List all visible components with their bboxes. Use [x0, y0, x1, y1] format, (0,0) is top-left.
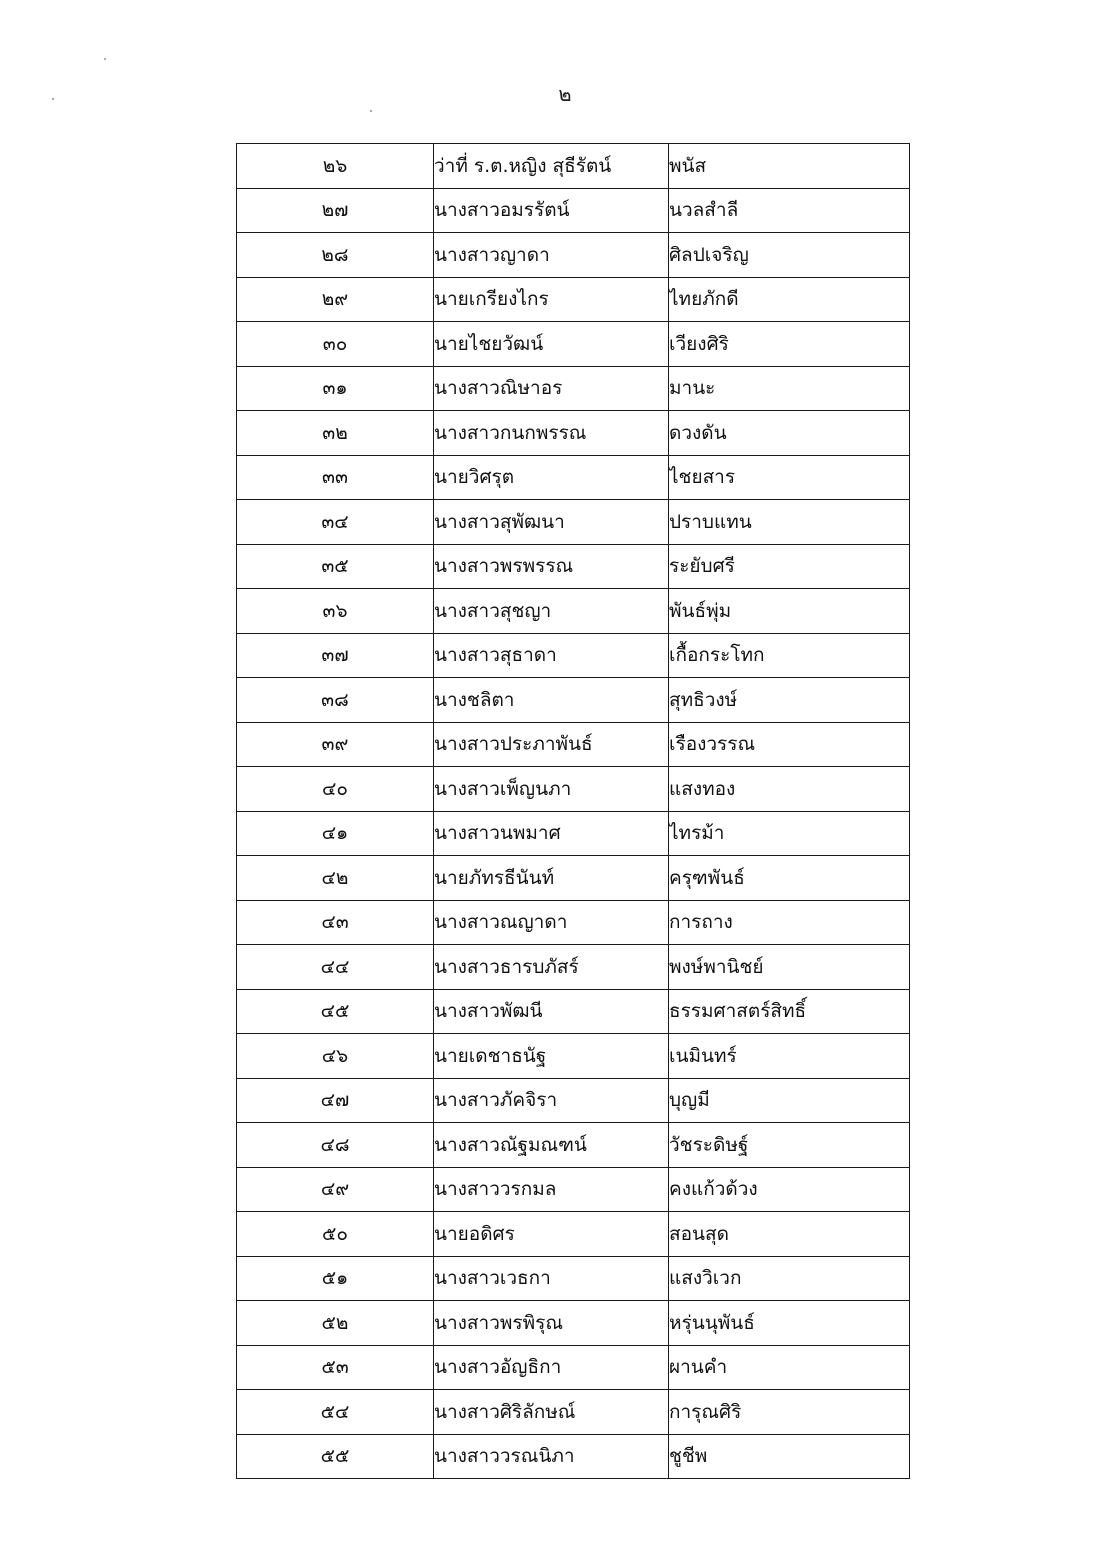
row-number-cell: ๕๕	[237, 1434, 434, 1479]
table-row	[237, 144, 910, 189]
first-name-cell: นายอดิศร	[434, 1212, 669, 1257]
first-name-cell: นางสาวประภาพันธ์	[434, 722, 669, 767]
last-name-cell: สุทธิวงษ์	[669, 678, 910, 723]
row-number-cell: ๓๒	[237, 411, 434, 456]
last-name-cell: สอนสุด	[669, 1212, 910, 1257]
table-row	[237, 811, 910, 856]
first-name-cell: นางสาวณญาดา	[434, 900, 669, 945]
table-row	[237, 1345, 910, 1390]
row-number-cell: ๓๘	[237, 678, 434, 723]
row-number-cell: ๒๗	[237, 188, 434, 233]
last-name-cell: คงแก้วด้วง	[669, 1167, 910, 1212]
table-row	[237, 589, 910, 634]
row-number-cell: ๔๑	[237, 811, 434, 856]
first-name-cell: นางสาววรณนิภา	[434, 1434, 669, 1479]
table-row	[237, 1390, 910, 1435]
last-name-cell: ปราบแทน	[669, 500, 910, 545]
first-name-cell: นางสาวพรพรรณ	[434, 544, 669, 589]
table-row	[237, 856, 910, 901]
table-row	[237, 1301, 910, 1346]
row-number-cell: ๓๐	[237, 322, 434, 367]
first-name-cell: นางสาวนพมาศ	[434, 811, 669, 856]
last-name-cell: ดวงดัน	[669, 411, 910, 456]
last-name-cell: ระยับศรี	[669, 544, 910, 589]
scan-speck	[104, 58, 106, 60]
first-name-cell: นางสาวภัคจิรา	[434, 1078, 669, 1123]
first-name-cell: นางสาวสุพัฒนา	[434, 500, 669, 545]
table-row	[237, 678, 910, 723]
last-name-cell: แสงวิเวก	[669, 1256, 910, 1301]
table-row	[237, 1123, 910, 1168]
page-number: ๒	[558, 82, 572, 106]
last-name-cell: พนัส	[669, 144, 910, 189]
row-number-cell: ๔๖	[237, 1034, 434, 1079]
row-number-cell: ๔๘	[237, 1123, 434, 1168]
table-row	[237, 900, 910, 945]
row-number-cell: ๔๓	[237, 900, 434, 945]
row-number-cell: ๕๔	[237, 1390, 434, 1435]
first-name-cell: นางสาวศิริลักษณ์	[434, 1390, 669, 1435]
scan-speck	[370, 110, 372, 112]
table-row	[237, 1434, 910, 1479]
row-number-cell: ๕๑	[237, 1256, 434, 1301]
last-name-cell: พงษ์พานิชย์	[669, 945, 910, 990]
last-name-cell: การถาง	[669, 900, 910, 945]
last-name-cell: ไชยสาร	[669, 455, 910, 500]
first-name-cell: นางสาวณิษาอร	[434, 366, 669, 411]
last-name-cell: มานะ	[669, 366, 910, 411]
row-number-cell: ๒๙	[237, 277, 434, 322]
last-name-cell: พันธ์พุ่ม	[669, 589, 910, 634]
last-name-cell: ศิลปเจริญ	[669, 233, 910, 278]
last-name-cell: เรืองวรรณ	[669, 722, 910, 767]
row-number-cell: ๕๐	[237, 1212, 434, 1257]
last-name-cell: ผานคำ	[669, 1345, 910, 1390]
table-row	[237, 1212, 910, 1257]
first-name-cell: นางสาวสุชญา	[434, 589, 669, 634]
table-row	[237, 1256, 910, 1301]
table-row	[237, 1034, 910, 1079]
table-row	[237, 188, 910, 233]
table-row	[237, 500, 910, 545]
row-number-cell: ๕๓	[237, 1345, 434, 1390]
first-name-cell: นายเกรียงไกร	[434, 277, 669, 322]
last-name-cell: ชูชีพ	[669, 1434, 910, 1479]
first-name-cell: นางสาวอมรรัตน์	[434, 188, 669, 233]
first-name-cell: นางสาวธารบภัสร์	[434, 945, 669, 990]
first-name-cell: นางสาวณัฐมณฑน์	[434, 1123, 669, 1168]
last-name-cell: ไทรม้า	[669, 811, 910, 856]
table-row	[237, 1078, 910, 1123]
row-number-cell: ๔๐	[237, 767, 434, 812]
last-name-cell: นวลสำลี	[669, 188, 910, 233]
row-number-cell: ๔๕	[237, 989, 434, 1034]
first-name-cell: นางสาวพัฒนี	[434, 989, 669, 1034]
first-name-cell: นางสาวเพ็ญนภา	[434, 767, 669, 812]
row-number-cell: ๔๙	[237, 1167, 434, 1212]
name-list-table	[236, 143, 910, 1479]
table-row	[237, 989, 910, 1034]
first-name-cell: นางสาวกนกพรรณ	[434, 411, 669, 456]
last-name-cell: ครุฑพันธ์	[669, 856, 910, 901]
row-number-cell: ๓๑	[237, 366, 434, 411]
first-name-cell: นางสาวเวธกา	[434, 1256, 669, 1301]
row-number-cell: ๓๕	[237, 544, 434, 589]
row-number-cell: ๒๘	[237, 233, 434, 278]
last-name-cell: หรุ่นนุพันธ์	[669, 1301, 910, 1346]
table-row	[237, 544, 910, 589]
last-name-cell: เนมินทร์	[669, 1034, 910, 1079]
table-row	[237, 633, 910, 678]
table-row	[237, 1167, 910, 1212]
table-row	[237, 722, 910, 767]
last-name-cell: ไทยภักดี	[669, 277, 910, 322]
row-number-cell: ๔๗	[237, 1078, 434, 1123]
first-name-cell: ว่าที่ ร.ต.หญิง สุธีรัตน์	[434, 144, 669, 189]
row-number-cell: ๓๔	[237, 500, 434, 545]
first-name-cell: นายไชยวัฒน์	[434, 322, 669, 367]
last-name-cell: วัชระดิษฐ์	[669, 1123, 910, 1168]
last-name-cell: ธรรมศาสตร์สิทธิ์	[669, 989, 910, 1034]
row-number-cell: ๕๒	[237, 1301, 434, 1346]
first-name-cell: นางสาวอัญธิกา	[434, 1345, 669, 1390]
table-row	[237, 233, 910, 278]
row-number-cell: ๓๙	[237, 722, 434, 767]
table-row	[237, 455, 910, 500]
last-name-cell: แสงทอง	[669, 767, 910, 812]
table-row	[237, 322, 910, 367]
first-name-cell: นางสาวพรพิรุณ	[434, 1301, 669, 1346]
table-row	[237, 945, 910, 990]
first-name-cell: นายภัทรธีนันท์	[434, 856, 669, 901]
last-name-cell: บุญมี	[669, 1078, 910, 1123]
row-number-cell: ๓๓	[237, 455, 434, 500]
row-number-cell: ๒๖	[237, 144, 434, 189]
first-name-cell: นางชลิตา	[434, 678, 669, 723]
first-name-cell: นายเดชาธนัฐ	[434, 1034, 669, 1079]
table-row	[237, 411, 910, 456]
table-row	[237, 767, 910, 812]
first-name-cell: นายวิศรุต	[434, 455, 669, 500]
last-name-cell: เวียงศิริ	[669, 322, 910, 367]
first-name-cell: นางสาววรกมล	[434, 1167, 669, 1212]
row-number-cell: ๔๔	[237, 945, 434, 990]
table-row	[237, 366, 910, 411]
first-name-cell: นางสาวญาดา	[434, 233, 669, 278]
row-number-cell: ๓๖	[237, 589, 434, 634]
row-number-cell: ๓๗	[237, 633, 434, 678]
row-number-cell: ๔๒	[237, 856, 434, 901]
last-name-cell: การุณศิริ	[669, 1390, 910, 1435]
last-name-cell: เกื้อกระโทก	[669, 633, 910, 678]
table-row	[237, 277, 910, 322]
first-name-cell: นางสาวสุธาดา	[434, 633, 669, 678]
